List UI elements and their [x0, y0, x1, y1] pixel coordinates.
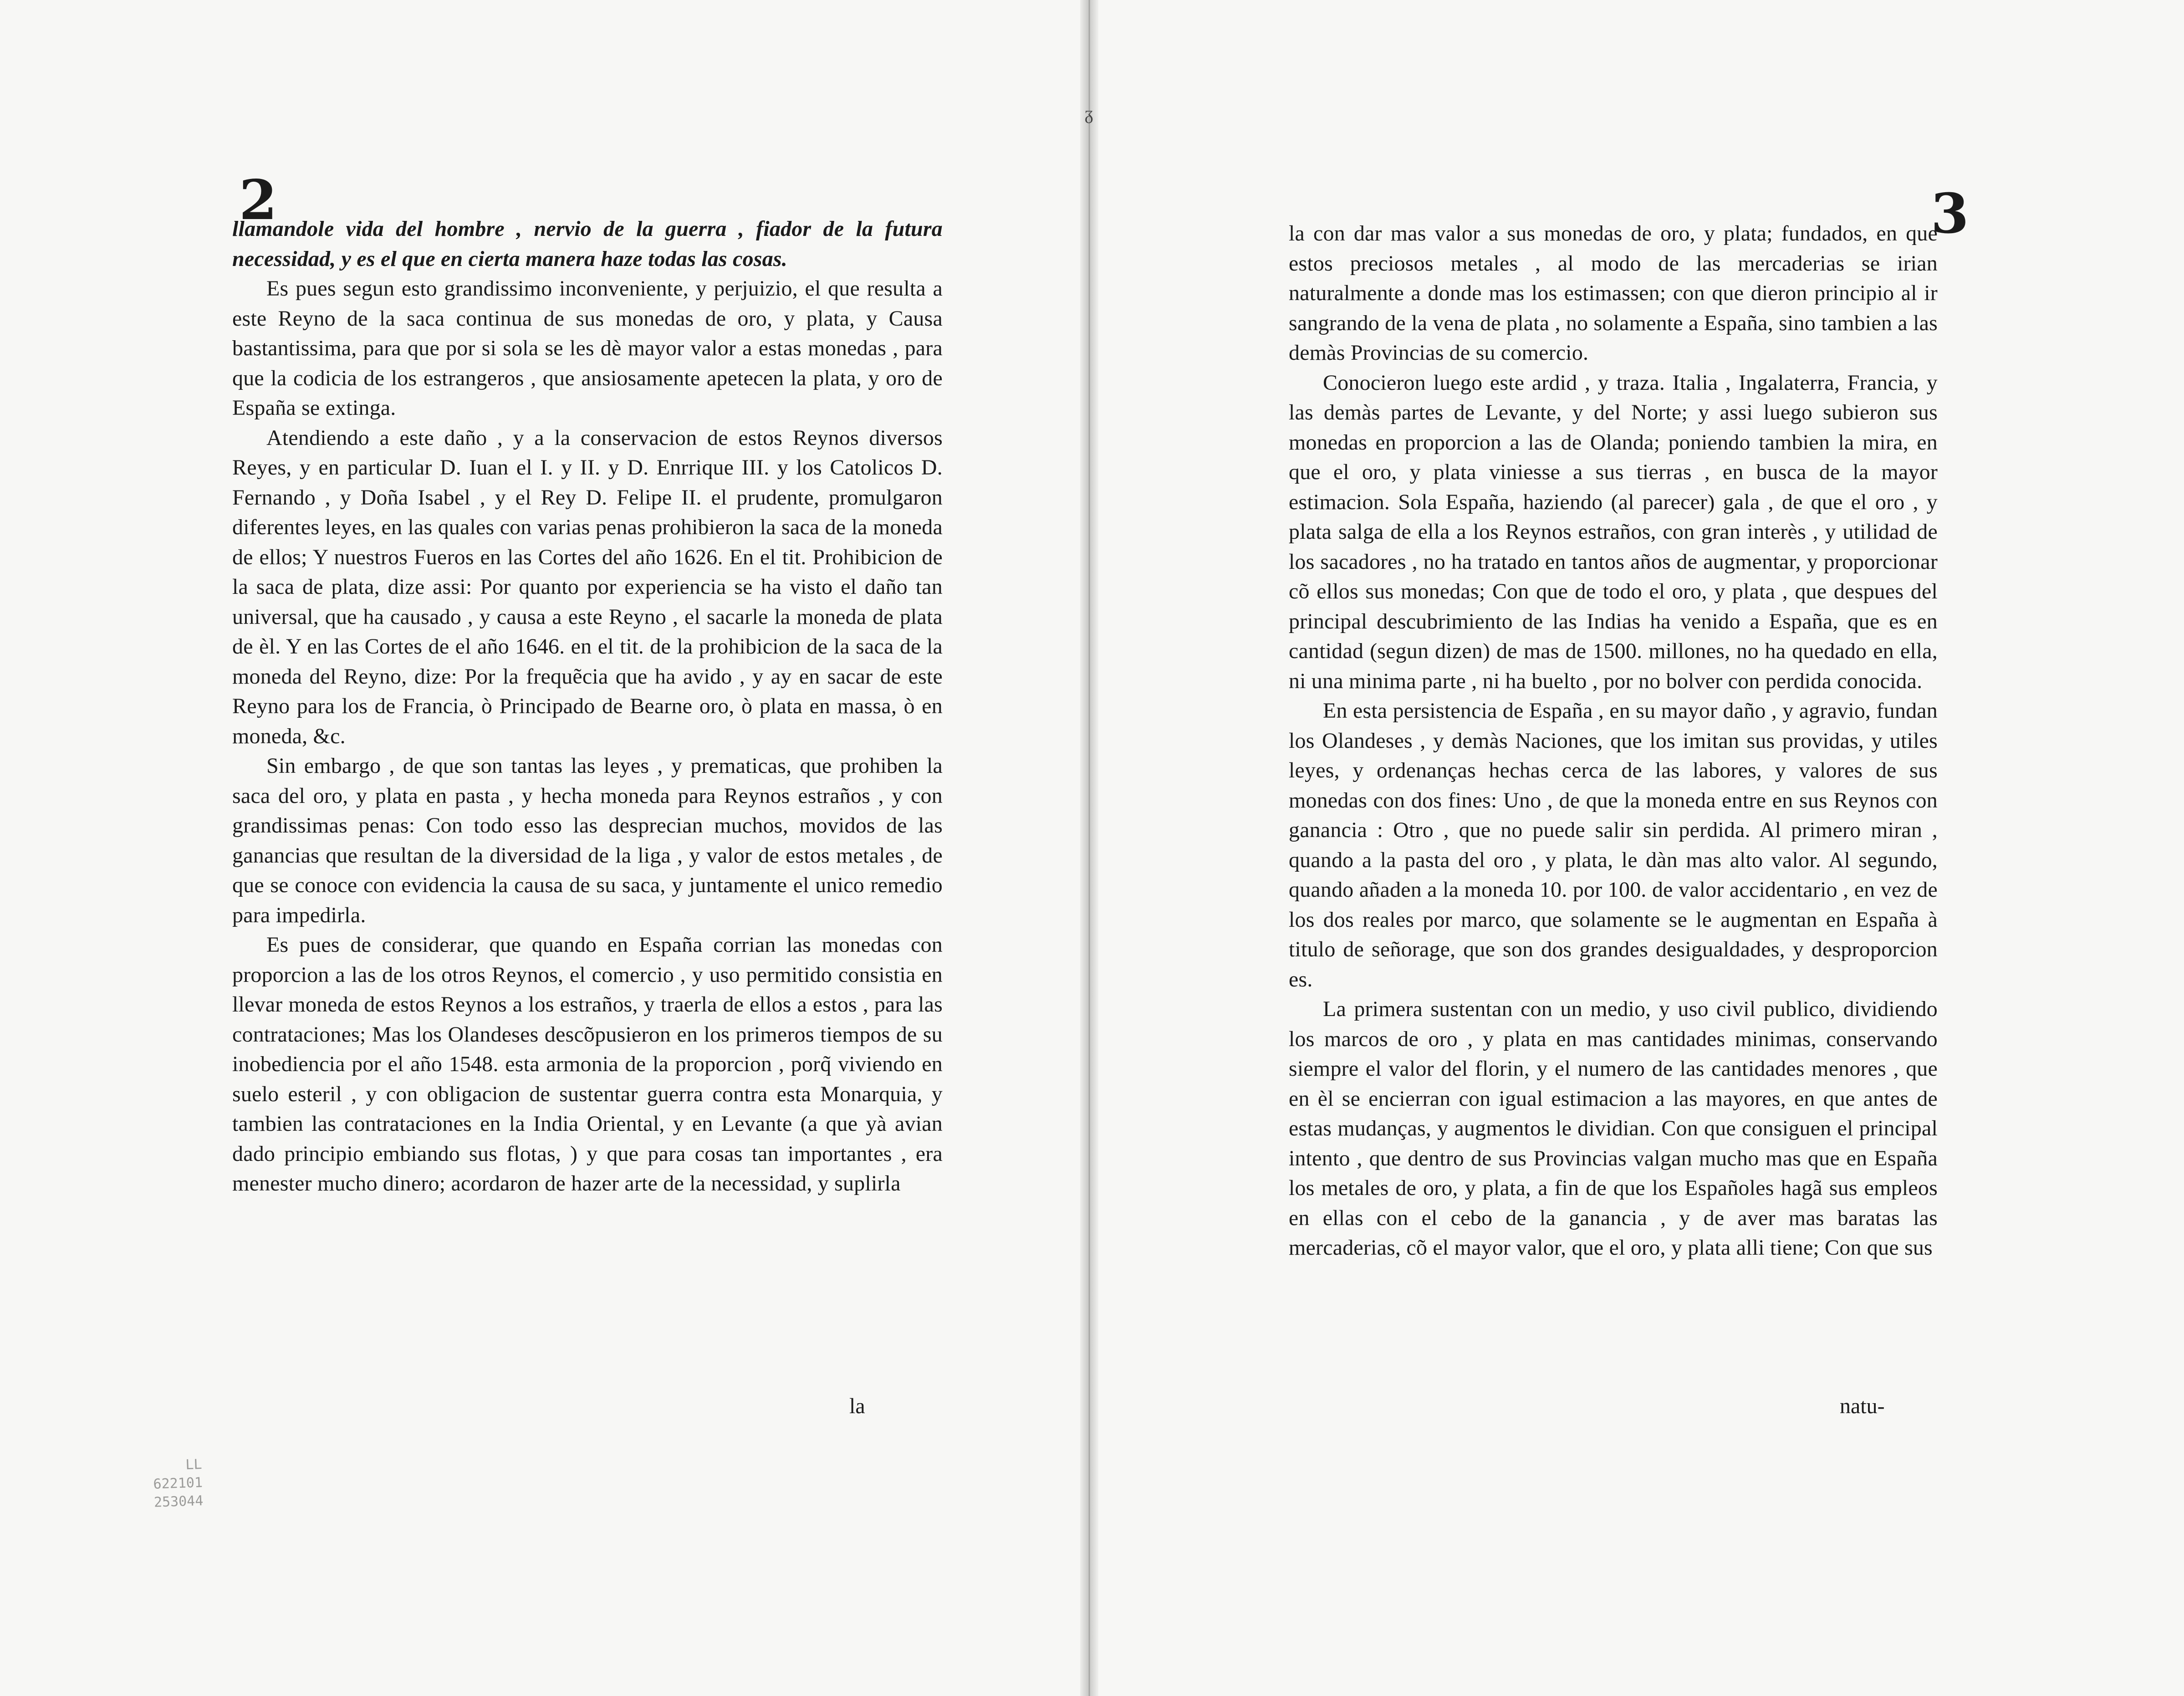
- stamp-line: 253044: [153, 1492, 204, 1511]
- left-page-number: 2: [239, 168, 277, 232]
- gutter-mark: ᵹ: [1085, 103, 1093, 124]
- left-paragraph: Es pues de considerar, que quando en España corrian las monedas con proporcion a las de los otros Reynos, el comercio , y uso permitido consistia en llevar moneda de estos Reynos a los estraños, y traerla de ellos a estos , para las contrataciones; Mas los Olandeses descõpusieron en los primeros tiempos de su inobediencia por el año 1548. esta armonia de la proporcion , porq̃ viviendo en suelo esteril , y con obligacion de sustentar guerra contra esta Monarquia, y tambien las contrataciones en la India Oriental, y en Levante (a que yà avian dado principio embiando sus flotas, ) y que para cosas tan importantes , era menester mucho dinero; acordaron de hazer arte de la necessidad, y suplirla: [232, 933, 943, 1195]
- right-paragraph: la con dar mas valor a sus monedas de oro, y plata; fundados, en que estos preciosos metales , al modo de las mercaderias se irian naturalmente a donde mas los estimassen; con que dieron principio al ir sangrando de la vena de plata , no solamente a España, sino tambien a las demàs Provincias de su comercio.: [1289, 221, 1938, 365]
- left-text-column: [232, 214, 943, 1199]
- right-text-column: [1289, 219, 1938, 1263]
- left-paragraph: Atendiendo a este daño , y a la conservacion de estos Reynos diversos Reyes, y en particular D. Iuan el I. y II. y D. Enrrique III. y los Catolicos D. Fernando , y Doña Isabel , y el Rey D. Felipe II. el prudente, promulgaron diferentes leyes, en las quales con varias penas prohibieron la saca de la moneda de ellos; Y nuestros Fueros en las Cortes del año 1626. En el tit. Prohibicion de la saca de plata, dize assi: Por quanto por experiencia se ha visto el daño tan universal, que ha causado , y causa a este Reyno , el sacarle la moneda de plata de èl. Y en las Cortes de el año 1646. en el tit. de la prohibicion de la saca de la moneda del Reyno, dize: Por la frequẽcia que ha avido , y ay en sacar de este Reyno para los de Francia, ò Principado de Bearne oro, ò plata en massa, ò en moneda, &c.: [232, 425, 943, 748]
- right-paragraph: En esta persistencia de España , en su mayor daño , y agravio, fundan los Olandeses , y demàs Naciones, que los imitan sus providas, y utiles leyes, y ordenanças hechas cerca de las labores, y valores de sus monedas con dos fines: Uno , de que la moneda entre en sus Reynos con ganancia : Otro , que no puede salir sin perdida. Al primero miran , quando a la pasta del oro , y plata, le dàn mas alto valor. Al segundo, quando añaden a la moneda 10. por 100. de valor accidentario , en vez de los dos reales por marco, que solamente se le augmentan en España à titulo de señorage, que son dos grandes desigualdades, y desproporcion es.: [1289, 699, 1938, 991]
- stamp-line: 622101: [153, 1474, 203, 1492]
- right-page-number: 3: [1931, 182, 1969, 246]
- right-catchword: natu-: [1840, 1394, 1885, 1418]
- stamp-line: LL: [185, 1456, 203, 1473]
- left-catchword: la: [849, 1394, 865, 1418]
- library-stamp: [97, 1456, 204, 1514]
- left-paragraph: llamandole vida del hombre , nervio de la guerra , fiador de la futura necessidad, y es el que en cierta manera haze todas las cosas.: [232, 217, 943, 271]
- left-paragraph: Sin embargo , de que son tantas las leyes , y prematicas, que prohiben la saca del oro, y plata en pasta , y hecha moneda para Reynos estraños , y con grandissimas penas: Con todo esso las desprecian muchos, movidos de las ganancias que resultan de la diversidad de la liga , y valor de estos metales , de que se conoce con evidencia la causa de su saca, y juntamente el unico remedio para impedirla.: [232, 754, 943, 927]
- book-gutter: [1080, 0, 1098, 1696]
- right-paragraph: Conocieron luego este ardid , y traza. Italia , Ingalaterra, Francia, y las demàs partes de Levante, y del Norte; y assi luego subieron sus monedas en proporcion a las de Olanda; poniendo tambien la mira, en que el oro, y plata viniesse a sus tierras , en busca de la mayor estimacion. Sola España, haziendo (al parecer) gala , de que el oro , y plata salga de ella a los Reynos estraños, con gran interès , y utilidad de los sacadores , no ha tratado en tantos años de augmentar, y proporcionar cõ ellos sus monedas; Con que de todo el oro, y plata , que despues del principal descubrimiento de las Indias ha venido a España, que es en cantidad (segun dizen) de mas de 1500. millones, no ha quedado en ella, ni una minima parte , ni ha buelto , por no bolver con perdida conocida.: [1289, 370, 1938, 693]
- left-paragraph: Es pues segun esto grandissimo inconveniente, y perjuizio, el que resulta a este Reyno de la saca continua de sus monedas de oro, y plata, y Causa bastantissima, para que por si sola se les dè mayor valor a estas monedas , para que la codicia de los estrangeros , que ansiosamente apetecen la plata, y oro de España se extinga.: [232, 276, 943, 420]
- right-paragraph: La primera sustentan con un medio, y uso civil publico, dividiendo los marcos de oro , y plata en mas cantidades minimas, conservando siempre el valor del florin, y el numero de las cantidades menores , que en èl se encierran con igual estimacion a las mayores, en que antes de estas mudanças, y augmentos le dividian. Con que consiguen el principal intento , que dentro de sus Provincias valgan mucho mas que en España los metales de oro, y plata, a fin de que los Españoles hagã sus empleos en ellas con el cebo de la ganancia , y de aver mas baratas las mercaderias, cõ el mayor valor, que el oro, y plata alli tiene; Con que sus: [1289, 997, 1938, 1260]
